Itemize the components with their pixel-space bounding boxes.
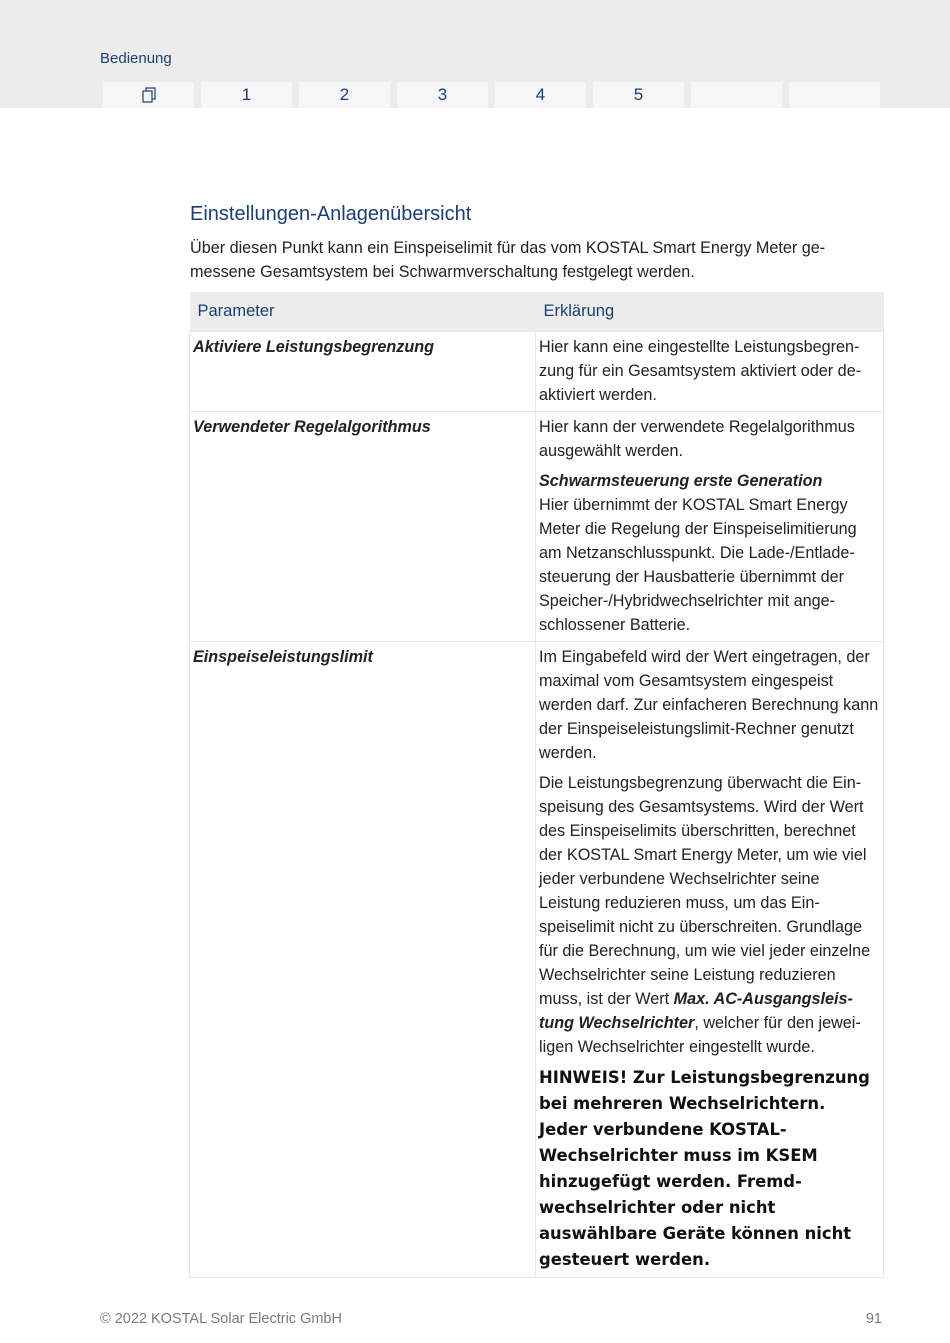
page-number: 91 [865, 1311, 882, 1327]
table-row [190, 642, 884, 1278]
parameter-name: Einspeiseleistungslimit [190, 642, 536, 1278]
parameter-name: Aktiviere Leistungsbegrenzung [190, 332, 536, 412]
tab-4[interactable]: 4 [495, 82, 586, 108]
description-text: Hier kann eine eingestellte Leistungsbegrenzung für ein Gesamtsystem aktiviert oder deaktiviert werden. [539, 338, 862, 404]
tab-2[interactable]: 2 [299, 82, 390, 108]
table-row [190, 412, 884, 642]
parameter-description [536, 332, 884, 412]
description-text-part: Die Leistungsbegrenzung überwacht die Einspeisung des Gesamtsystems. Wird der Wert des Einspeiselimits überschritten, berechnet der KOSTAL Smart Energy Meter, um wie viel jeder verbundene Wechselrichter seine Leistung reduzieren muss, um das Einspeiselimit nicht zu überschreiten. Grundlage für die Berechnung, um wie viel jeder einzelne Wechselrichter seine Leistung reduzieren muss, ist der Wert [539, 774, 871, 1008]
pages-icon [142, 87, 156, 103]
tab-contents[interactable] [103, 82, 194, 108]
description-text: Hier kann der verwendete Regelalgorithmus ausgewählt werden. [539, 418, 855, 460]
table-row [190, 332, 884, 412]
column-header-parameter: Parameter [190, 292, 536, 332]
description-text [539, 771, 879, 1059]
tab-1[interactable]: 1 [201, 82, 292, 108]
page-heading: Einstellungen-Anlagenübersicht [190, 203, 472, 225]
parameter-description [536, 412, 884, 642]
table-header-row [190, 292, 884, 332]
description-text: Im Eingabefeld wird der Wert eingetragen, der maximal vom Gesamtsystem eingespeist werden darf. Zur einfacheren Berechnung kann der Einspeiseleistungslimit-Rechner genutzt werden. [539, 648, 879, 762]
tab-6[interactable] [691, 82, 782, 108]
section-label: Bedienung [100, 50, 172, 67]
description-subsection [539, 469, 879, 637]
tab-3[interactable]: 3 [397, 82, 488, 108]
note-text: HINWEIS! Zur Leistungsbegrenzung bei mehreren Wechselrichtern. Jeder verbundene KOSTAL-Wechselrichter muss im KSEM hinzugefügt werden. Fremdwechselrichter oder nicht auswählbare Geräte können nicht gesteuert werden. [539, 1068, 870, 1269]
parameter-name: Verwendeter Regelalgorithmus [190, 412, 536, 642]
parameter-reference: Max. AC-Ausgangsleistung Wechselrichter [539, 990, 853, 1032]
subsection-heading: Schwarmsteuerung erste Generation [539, 472, 823, 490]
footer-copyright: © 2022 KOSTAL Solar Electric GmbH [100, 1311, 342, 1327]
subsection-text: Hier übernimmt der KOSTAL Smart Energy Meter die Regelung der Einspeiselimitierung am Netzanschlusspunkt. Die Lade-/Entladesteuerung der Hausbatterie übernimmt der Speicher-/Hybridwechselrichter mit angeschlossener Batterie. [539, 496, 857, 634]
description-text-part: , welcher für den jeweiligen Wechselrichter eingestellt wurde. [539, 1014, 861, 1056]
intro-text: Über diesen Punkt kann ein Einspeiselimit für das vom KOSTAL Smart Energy Meter gemessene Gesamtsystem bei Schwarmverschaltung festgelegt werden. [190, 239, 826, 281]
tab-7[interactable] [789, 82, 880, 108]
parameter-description [536, 642, 884, 1278]
parameter-table [189, 292, 884, 1278]
chapter-tabs [103, 82, 880, 108]
tab-5[interactable]: 5 [593, 82, 684, 108]
column-header-explanation: Erklärung [536, 292, 884, 332]
